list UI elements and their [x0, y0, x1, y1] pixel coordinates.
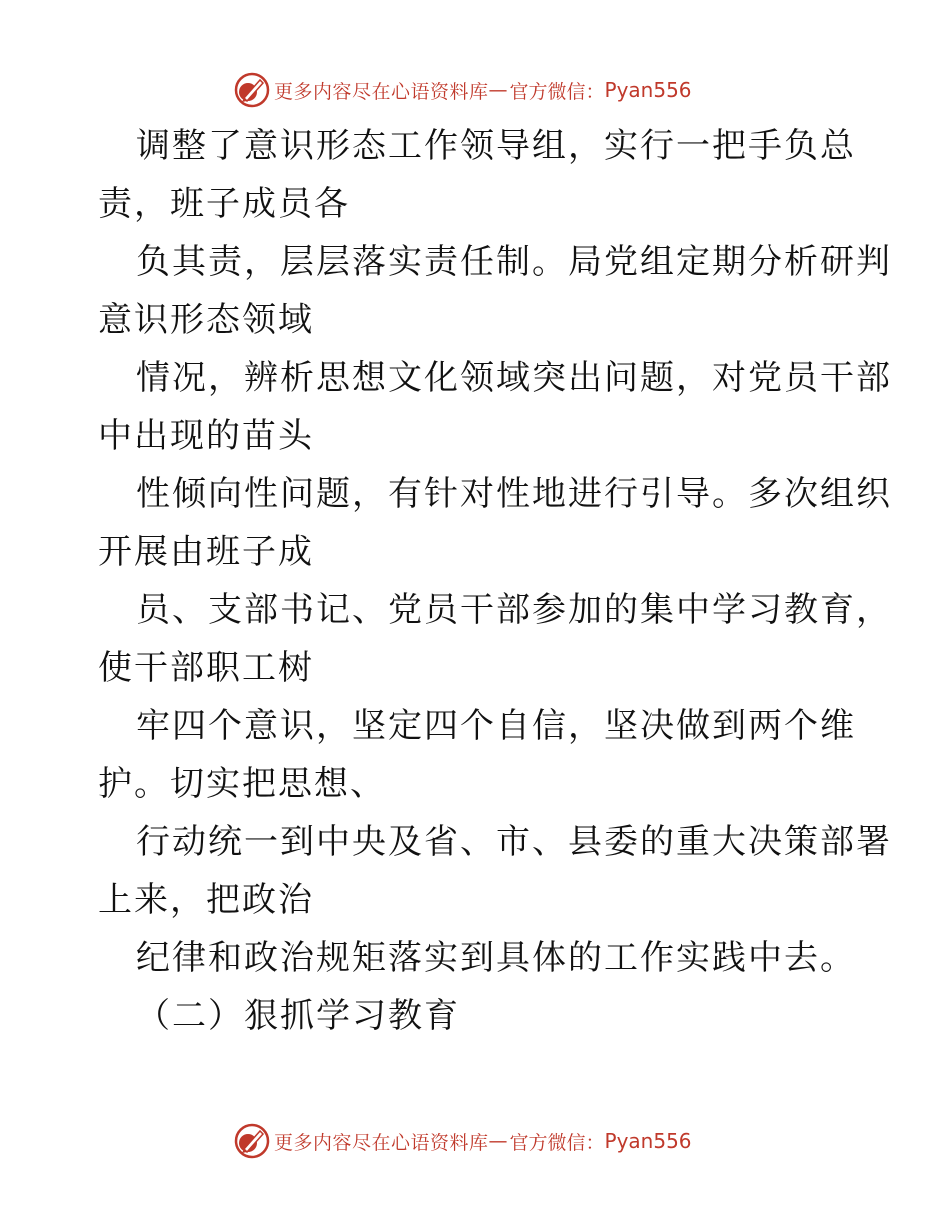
header-watermark	[234, 70, 692, 110]
body-line: 意识形态领域	[98, 300, 314, 340]
watermark-site-text: 更多内容尽在心语资料库	[274, 1131, 489, 1154]
body-line: 负其责，层层落实责任制。局党组定期分析研判	[136, 242, 892, 282]
body-line: 牢四个意识，坚定四个自信，坚决做到两个维	[136, 706, 856, 746]
body-line: 纪律和政治规矩落实到具体的工作实践中去。	[136, 938, 856, 978]
section-heading: （二）狠抓学习教育	[136, 996, 460, 1036]
watermark-site-text: 更多内容尽在心语资料库	[274, 80, 489, 103]
body-line: 性倾向性问题，有针对性地进行引导。多次组织	[136, 474, 892, 514]
watermark-wechat-id: Pyan556	[604, 78, 692, 102]
pen-logo-icon	[234, 1123, 270, 1159]
footer-watermark	[234, 1121, 692, 1161]
body-line: 行动统一到中央及省、市、县委的重大决策部署	[136, 822, 892, 862]
watermark-separator: —	[488, 1130, 508, 1152]
pen-logo-icon	[234, 72, 270, 108]
body-line: 员、支部书记、党员干部参加的集中学习教育，	[136, 590, 892, 630]
body-line: 使干部职工树	[98, 648, 314, 688]
body-line: 上来，把政治	[98, 880, 314, 920]
watermark-label: 官方微信：	[509, 80, 605, 103]
body-line: 调整了意识形态工作领导组，实行一把手负总	[136, 126, 856, 166]
watermark-label: 官方微信：	[509, 1131, 605, 1154]
body-line: 情况，辨析思想文化领域突出问题，对党员干部	[136, 358, 892, 398]
watermark-separator: —	[488, 79, 508, 101]
body-line: 开展由班子成	[98, 532, 314, 572]
watermark-wechat-id: Pyan556	[604, 1129, 692, 1153]
body-line: 中出现的苗头	[98, 416, 314, 456]
body-line: 责，班子成员各	[98, 184, 350, 224]
body-line: 护。切实把思想、	[98, 764, 386, 804]
